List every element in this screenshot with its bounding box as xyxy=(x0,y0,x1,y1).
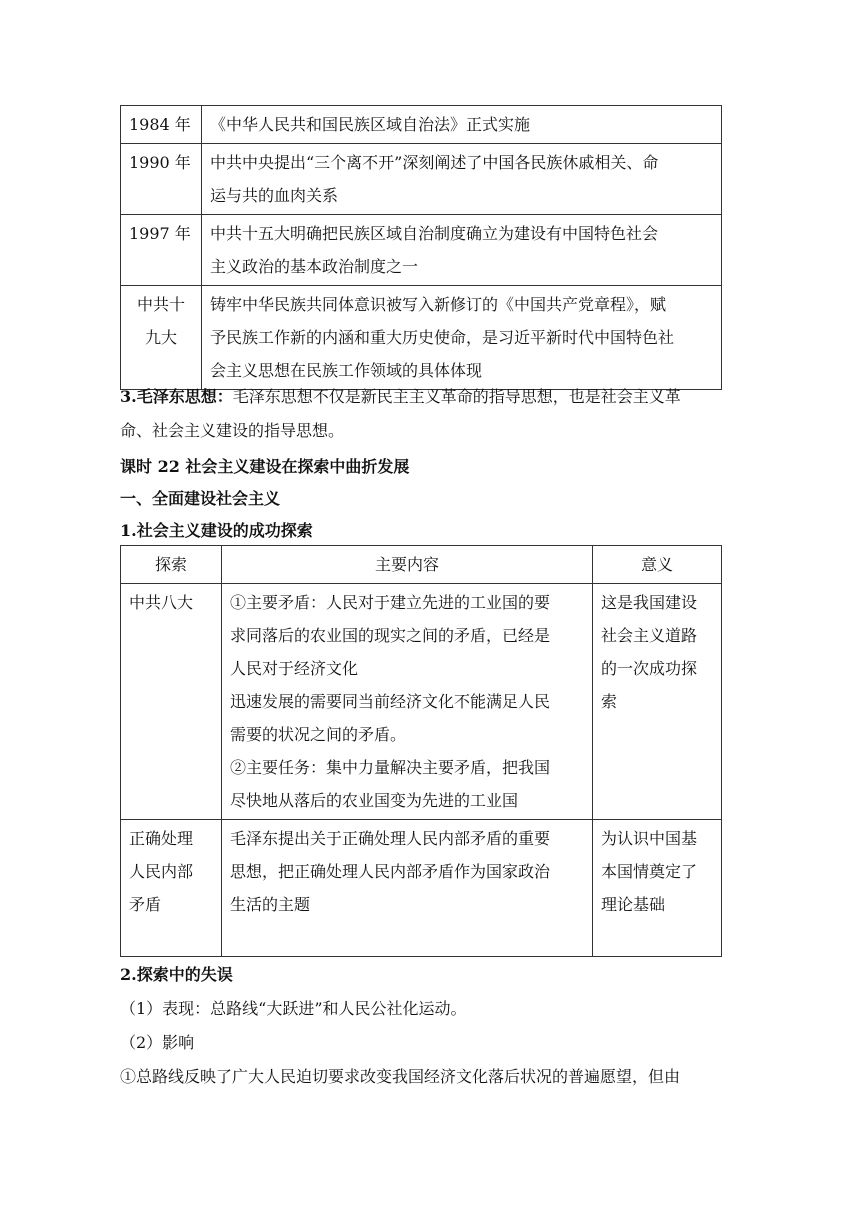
table-row xyxy=(121,144,722,215)
line: ②主要任务：集中力量解决主要矛盾，把我国 xyxy=(230,758,551,777)
paragraph: ①总路线反映了广大人民迫切要求改变我国经济文化落后状况的普遍愿望，但由 xyxy=(120,1067,681,1086)
meaning-cell xyxy=(593,820,722,957)
name-cell xyxy=(121,584,222,820)
header-cell: 主要内容 xyxy=(222,546,593,584)
line: 会主义思想在民族工作领域的具体体现 xyxy=(210,361,483,380)
content-cell xyxy=(202,144,722,215)
table-row xyxy=(121,215,722,286)
line: 思想，把正确处理人民内部矛盾作为国家政治 xyxy=(230,862,551,881)
year-cell: 1984 年 xyxy=(121,106,202,144)
line: 求同落后的农业国的现实之间的矛盾，已经是 xyxy=(230,626,551,645)
line: 社会主义道路 xyxy=(601,626,698,645)
exploration-table xyxy=(120,545,722,957)
mao-text: 毛泽东思想不仅是新民主主义革命的指导思想，也是社会主义革 xyxy=(232,387,681,406)
year-cell: 1990 年 xyxy=(121,144,202,215)
lesson-title: 课时 22 社会主义建设在探索中曲折发展 xyxy=(120,457,410,476)
line: 这是我国建设 xyxy=(601,593,698,612)
header-cell: 意义 xyxy=(593,546,722,584)
line: 人民对于经济文化 xyxy=(230,659,359,678)
line: 中共中央提出“三个离不开”深刻阐述了中国各民族休戚相关、命 xyxy=(210,153,659,172)
mao-label: 3.毛泽东思想： xyxy=(120,387,233,406)
year-cell: 1997 年 xyxy=(121,215,202,286)
line: 运与共的血肉关系 xyxy=(210,186,339,205)
line: 迅速发展的需要同当前经济文化不能满足人民 xyxy=(230,692,551,711)
mao-thought-paragraph-cont: 命、社会主义建设的指导思想。 xyxy=(120,421,345,440)
header-cell: 探索 xyxy=(121,546,222,584)
table-row xyxy=(121,584,722,820)
content-cell xyxy=(222,584,593,820)
line: 予民族工作新的内涵和重大历史使命，是习近平新时代中国特色社 xyxy=(210,328,675,347)
table-row xyxy=(121,820,722,957)
line: 生活的主题 xyxy=(230,895,311,914)
name-cell xyxy=(121,820,222,957)
line: ①主要矛盾：人民对于建立先进的工业国的要 xyxy=(230,593,551,612)
line: 需要的状况之间的矛盾。 xyxy=(230,725,407,744)
line: 的一次成功探 xyxy=(601,659,698,678)
line: 主义政治的基本政治制度之一 xyxy=(210,257,419,276)
table-header-row xyxy=(121,546,722,584)
line: 人民内部 xyxy=(129,862,194,881)
ethnic-policy-table xyxy=(120,105,722,390)
subsection-heading: 1.社会主义建设的成功探索 xyxy=(120,521,313,540)
line: 正确处理 xyxy=(129,829,194,848)
table-row xyxy=(121,106,722,144)
meaning-cell xyxy=(593,584,722,820)
mao-thought-paragraph xyxy=(120,380,720,414)
line: 《中华人民共和国民族区域自治法》正式实施 xyxy=(210,115,531,134)
line: 索 xyxy=(601,692,618,711)
paragraph: （2）影响 xyxy=(120,1033,195,1052)
line: 九大 xyxy=(144,328,177,347)
subsection-heading: 2.探索中的失误 xyxy=(120,965,233,984)
content-cell xyxy=(202,215,722,286)
line: 中共十 xyxy=(136,295,185,314)
content-cell xyxy=(222,820,593,957)
line: 铸牢中华民族共同体意识被写入新修订的《中国共产党章程》，赋 xyxy=(210,295,667,314)
line: 尽快地从落后的农业国变为先进的工业国 xyxy=(230,791,519,810)
paragraph: （1）表现：总路线“大跃进”和人民公社化运动。 xyxy=(120,999,467,1018)
line: 矛盾 xyxy=(129,895,162,914)
line: 毛泽东提出关于正确处理人民内部矛盾的重要 xyxy=(230,829,551,848)
section-heading: 一、全面建设社会主义 xyxy=(120,489,281,508)
line: 理论基础 xyxy=(601,895,666,914)
content-cell xyxy=(202,106,722,144)
year-cell xyxy=(121,286,202,390)
line: 为认识中国基 xyxy=(601,829,698,848)
line: 中共十五大明确把民族区域自治制度确立为建设有中国特色社会 xyxy=(210,224,659,243)
content-cell xyxy=(202,286,722,390)
line: 中共八大 xyxy=(129,593,194,612)
table-row xyxy=(121,286,722,390)
line: 本国情奠定了 xyxy=(601,862,698,881)
